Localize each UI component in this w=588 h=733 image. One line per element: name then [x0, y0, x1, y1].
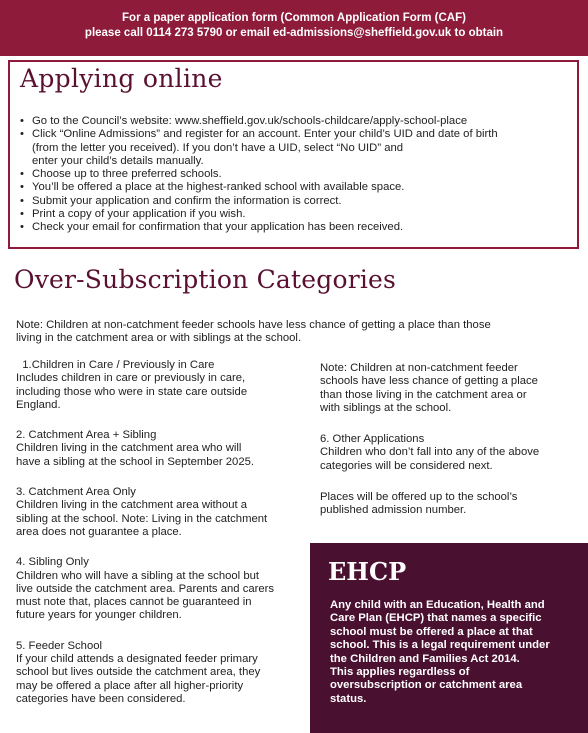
applying-online-section — [8, 60, 579, 249]
category-5: 5. Feeder School If your child attends a designated feeder primary school but lives outside the catchment area, they may be offered a place after all higher-priority categories have been considered. — [16, 640, 306, 706]
categories-left-column — [16, 359, 306, 723]
category-2: 2. Catchment Area + Sibling Children living in the catchment area who will have a sibling at the school in September 2025. — [16, 429, 306, 469]
oversubscription-title: Over-Subscription Categories — [14, 265, 397, 294]
banner-line-2: please call 0114 273 5790 or email ed-admissions@sheffield.gov.uk to obtain — [84, 27, 504, 39]
category-1: 1.Children in Care / Previously in Care Includes children in care or previously in care, including those who were in state care outside England. — [16, 359, 306, 412]
list-item: • Submit your application and confirm the information is correct. — [20, 194, 342, 207]
oversubscription-note: Note: Children at non-catchment feeder schools have less chance of getting a place than those living in the catchment area or with siblings at the school. — [16, 319, 491, 345]
list-item: • Print a copy of your application if you wish. — [20, 208, 246, 221]
category-6: 6. Other Applications Children who don’t fall into any of the above categories will be considered next. — [320, 433, 580, 473]
category-title: 6. Other Applications — [320, 433, 425, 446]
list-item: • Go to the Council’s website: www.sheffield.gov.uk/schools-childcare/apply-school-place — [20, 115, 468, 127]
applying-steps-list — [20, 115, 498, 235]
banner-line-1: For a paper application form (Common Application Form (CAF) — [122, 12, 466, 24]
list-item-continued: enter your child’s details manually. — [32, 154, 204, 167]
paper-application-banner — [0, 0, 588, 56]
categories-right-column — [320, 362, 580, 536]
ehcp-title: EHCP — [328, 557, 407, 586]
list-item: • Check your email for confirmation that your application has been received. — [20, 221, 404, 234]
list-item-continued: (from the letter you received). If you don’t have a UID, select “No UID” and — [32, 141, 404, 154]
list-item: • You’ll be offered a place at the highest-ranked school with available space. — [20, 181, 405, 194]
category-title: 2. Catchment Area + Sibling — [16, 429, 157, 442]
list-item: • Choose up to three preferred schools. — [20, 168, 222, 181]
ehcp-body: Any child with an Education, Health and Care Plan (EHCP) that names a specific school must be offered a place at that school. This is a legal requirement under the Children and Families Act 2014. This applies regardless of oversubscription or catchment area status. — [330, 599, 550, 705]
category-3: 3. Catchment Area Only Children living in the catchment area without a sibling at the school. Note: Living in the catchment area does not guarantee a place. — [16, 486, 306, 539]
category-title: 4. Sibling Only — [16, 556, 89, 569]
feeder-school-note: Note: Children at non-catchment feeder schools have less chance of getting a place than those living in the catchment area or with siblings at the school. — [320, 362, 538, 414]
list-item: • Click “Online Admissions” and register for an account. Enter your child’s UID and date of birth — [20, 128, 498, 141]
category-4: 4. Sibling Only Children who will have a sibling at the school but live outside the catchment area. Parents and carers must note that, places cannot be guaranteed in future years for younger children. — [16, 556, 306, 622]
category-title: 5. Feeder School — [16, 639, 103, 652]
ehcp-panel — [310, 543, 588, 733]
category-title: 3. Catchment Area Only — [16, 486, 136, 499]
applying-online-title: Applying online — [20, 64, 223, 93]
admission-number-note: Places will be offered up to the school’s published admission number. — [320, 491, 518, 517]
category-title: 1.Children in Care / Previously in Care — [16, 359, 215, 371]
